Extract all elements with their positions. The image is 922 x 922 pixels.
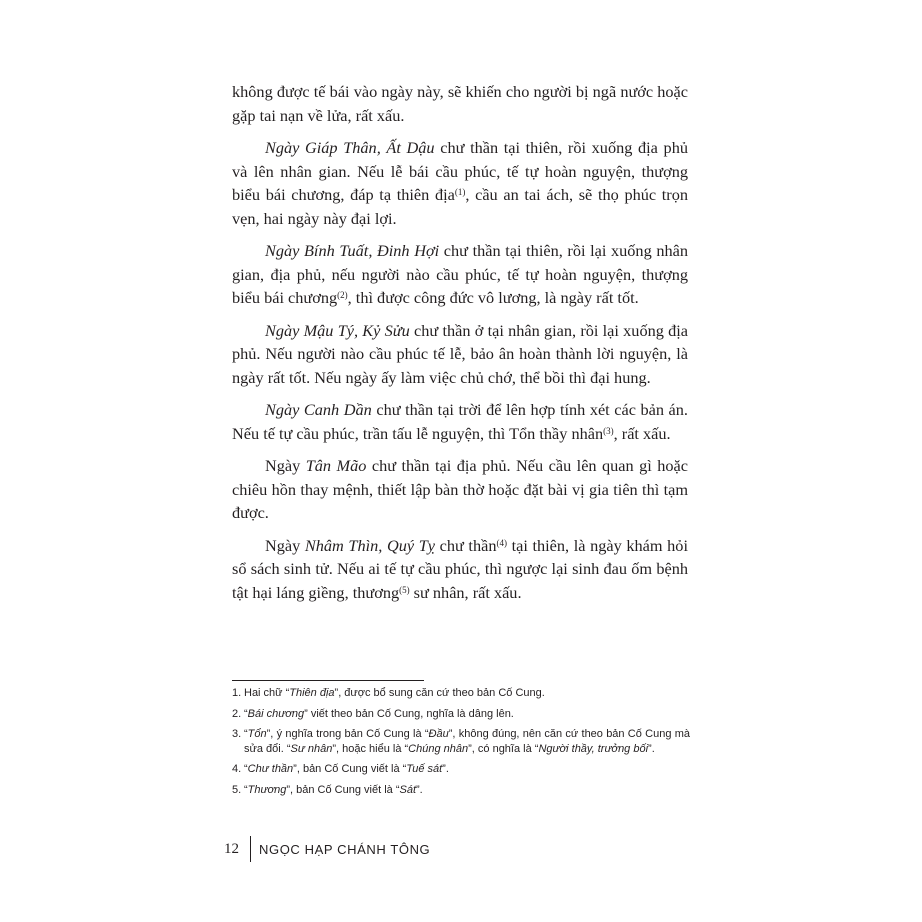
footnote-text: “Tổn”, ý nghĩa trong bản Cố Cung là “Đầu”, không đúng, nên căn cứ theo bản Cố Cung mà sửa đổi. “Sư nhân”, hoặc hiểu là “Chúng nhân”, có nghĩa là “Người thầy, trưởng bối”.: [244, 728, 690, 755]
paragraph: Ngày Mậu Tý, Kỷ Sửu chư thần ở tại nhân gian, rồi lại xuống địa phủ. Nếu người nào cầu phúc tế lễ, bảo ân hoàn thành lời nguyện, là ngày rất tốt. Nếu ngày ấy làm việc chủ chớ, thể bồi thì đại hung.: [232, 320, 688, 387]
footnote-number: 1.: [232, 687, 242, 699]
footnote-number: 5.: [232, 783, 242, 796]
paragraph: Ngày Canh Dần chư thần tại trời để lên hợp tính xét các bản án. Nếu tế tự cầu phúc, trần tấu lễ nguyện, thì Tổn thầy nhân$^{(3)}$, rất xấu.: [232, 400, 688, 443]
footnote-number: 4.: [232, 763, 242, 776]
main-text: [232, 80, 688, 613]
page-number: 12: [224, 840, 239, 857]
footnote-text: “Chư thần”, bản Cố Cung viết là “Tuế sát”.: [244, 763, 449, 776]
page-footer: [224, 836, 430, 862]
footnote-divider: [232, 680, 424, 681]
running-title: NGỌC HẠP CHÁNH TÔNG: [259, 841, 431, 857]
footnote-ref[interactable]: (1): [454, 187, 466, 197]
footnote-ref[interactable]: (5): [399, 584, 410, 595]
footnote-number: 2.: [232, 707, 242, 720]
footnote-item: [232, 762, 690, 777]
paragraph: Ngày Bính Tuất, Đinh Hợi chư thần tại thiên, rồi lại xuống nhân gian, địa phủ, nếu người nào cầu phúc, tế tự hoàn nguyện, thượng biểu bái chương$^{(2)}$, thì được công đức vô lương, là ngày rất tốt.: [232, 241, 688, 307]
footnote-text: Hai chữ “Thiên địa”, được bổ sung căn cứ theo bản Cố Cung.: [244, 687, 545, 699]
footer-divider: [250, 836, 251, 862]
footnote-item: [232, 783, 690, 798]
paragraph: Ngày Nhâm Thìn, Quý Tỵ chư thần$^{(4)}$ tại thiên, là ngày khám hỏi sổ sách sinh tử. Nếu ai tế tự cầu phúc, thì ngược lại sinh đau ốm bệnh tật hại láng giềng, thương$^{(5)}$ sư nhân, rất xấu.: [232, 535, 688, 602]
footnote-text: “Thương”, bản Cố Cung viết là “Sát”.: [244, 783, 423, 796]
footnotes: [232, 686, 690, 804]
footnote-ref[interactable]: (3): [603, 425, 614, 436]
footnote-ref[interactable]: (2): [337, 290, 348, 300]
footnote-number: 3.: [232, 728, 242, 741]
paragraph: Ngày Tân Mão chư thần tại địa phủ. Nếu cầu lên quan gì hoặc chiêu hồn thay mệnh, thiết lập bàn thờ hoặc đặt bài vị gia tiên thì tạm được.: [232, 456, 688, 522]
paragraph: không được tế bái vào ngày này, sẽ khiến cho người bị ngã nước hoặc gặp tai nạn về lửa, rất xấu.: [232, 82, 688, 125]
footnote-ref[interactable]: (4): [496, 537, 507, 548]
footnote-text: “Bái chương” viết theo bản Cố Cung, nghĩa là dâng lên.: [244, 707, 514, 720]
footnote-item: [232, 707, 690, 722]
paragraph: Ngày Giáp Thân, Ất Dậu chư thần tại thiên, rồi xuống địa phủ và lên nhân gian. Nếu lễ bái cầu phúc, tế tự hoàn nguyện, thượng biểu bái chương, đáp tạ thiên địa$^{(1)}$, cầu an tai ách, sẽ thọ phúc trọn vẹn, hai ngày này đại lợi.: [232, 138, 688, 228]
footnote-item: [232, 727, 690, 756]
footnote-item: [232, 686, 690, 701]
